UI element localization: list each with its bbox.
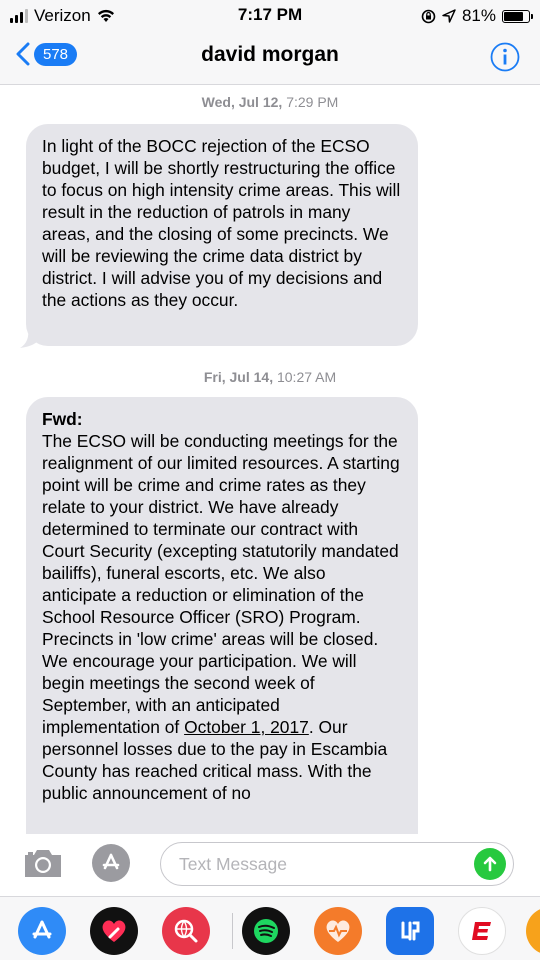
timestamp — [0, 94, 540, 110]
timestamp-time: 7:29 PM — [286, 94, 339, 110]
message-thread[interactable] — [0, 86, 540, 834]
spotify-button[interactable] — [242, 907, 290, 955]
location-icon — [442, 9, 456, 23]
timestamp-time: 10:27 AM — [276, 369, 337, 385]
status-time: 7:17 PM — [237, 5, 303, 24]
app-store-icon — [99, 851, 123, 875]
timestamp-day: Fri, Jul 14, — [203, 369, 274, 385]
espn-app-icon — [469, 919, 495, 943]
message-text: The ECSO will be conducting meetings for the realignment of our limited resources. A starting point will be crime and crime rates as they relate to your district. We have already determined to terminate our contract with Court Security (excepting statutorily mandated bailiffs), funeral escorts, etc. We also anticipate a reduction or elimination of the School Resource Officer (SRO) Program. Precincts in 'low crime' areas will be closed. We encourage your participation. We will begin meetings the second week of September, with an anticipated implementation of — [42, 431, 400, 737]
spotify-icon — [251, 916, 281, 946]
bubble-tail-icon — [18, 328, 40, 348]
received-message-bubble[interactable] — [26, 124, 418, 346]
message-input[interactable] — [160, 842, 514, 886]
app-store-button[interactable] — [92, 844, 130, 882]
info-icon — [490, 42, 520, 72]
web-search-icon — [172, 917, 200, 945]
digital-touch-button[interactable] — [90, 907, 138, 955]
unread-count-badge: 578 — [34, 43, 77, 66]
web-search-button[interactable] — [162, 907, 210, 955]
heart-rate-app-icon — [323, 917, 353, 945]
battery-icon — [502, 10, 530, 23]
camera-icon — [22, 846, 64, 880]
compose-bar — [0, 834, 540, 896]
rotation-lock-icon — [421, 9, 436, 24]
conversation-header — [0, 30, 540, 85]
drawer-divider — [232, 913, 233, 949]
timestamp-day: Wed, Jul 12, — [201, 94, 283, 110]
espn-app-button[interactable] — [458, 907, 506, 955]
app-store-app-button[interactable] — [18, 907, 66, 955]
info-button[interactable] — [490, 42, 520, 77]
digital-touch-heart-icon — [99, 917, 129, 945]
carrier-label: Verizon — [34, 6, 91, 25]
partial-app-button[interactable] — [526, 907, 540, 955]
camera-button[interactable] — [22, 846, 64, 885]
message-text: In light of the BOCC rejection of the ECSO budget, I will be shortly restructuring the office to focus on high intensity crime areas. This will result in the reduction of patrols in many areas, and the closing of some precincts. We will be reviewing the crime data district by district. I will advise you of my decisions and the actions as they occur. — [42, 136, 401, 310]
status-bar — [0, 0, 540, 30]
imessage-app-drawer — [0, 896, 540, 960]
message-text-continued: . Our personnel losses due to the pay in Escambia County has reached critical mass. With the public announcement of no — [42, 717, 388, 803]
contact-name[interactable]: david morgan — [201, 43, 339, 66]
heart-rate-app-button[interactable] — [314, 907, 362, 955]
gif-app-icon — [396, 917, 424, 945]
gif-app-button[interactable] — [386, 907, 434, 955]
received-message-bubble[interactable] — [26, 397, 418, 834]
timestamp — [0, 369, 540, 385]
app-store-icon — [28, 917, 56, 945]
date-link[interactable]: October 1, 2017 — [184, 717, 309, 737]
send-button[interactable] — [474, 848, 506, 880]
battery-percent: 81% — [461, 6, 496, 25]
arrow-up-icon — [481, 855, 499, 873]
forward-header: Fwd: — [42, 409, 83, 429]
